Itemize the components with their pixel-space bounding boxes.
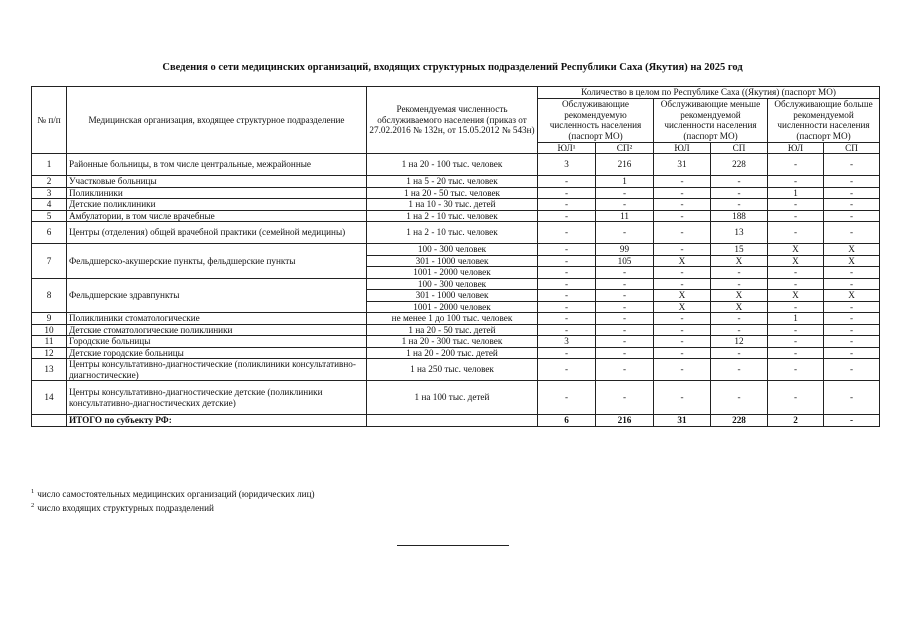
row-number: 1 xyxy=(32,154,67,176)
org-name: Центры (отделения) общей врачебной практики (семейной медицины) xyxy=(67,222,367,244)
count-cell: - xyxy=(654,222,711,244)
header-total: Количество в целом по Республике Саха ((Якутия) (паспорт МО) xyxy=(538,87,880,99)
count-cell: - xyxy=(824,324,880,336)
recommended-population: 1 на 20 - 50 тыс. человек xyxy=(367,187,538,199)
count-cell: - xyxy=(538,313,596,325)
count-cell: - xyxy=(538,255,596,267)
org-name: Детские городские больницы xyxy=(67,347,367,359)
document-title: Сведения о сети медицинских организаций, входящих структурных подразделений Республики Саха (Якутия) на 2025 год xyxy=(162,62,743,73)
count-cell: X xyxy=(654,301,711,313)
org-name: Поликлиники xyxy=(67,187,367,199)
org-name: Городские больницы xyxy=(67,336,367,348)
row-number: 4 xyxy=(32,199,67,211)
count-cell: X xyxy=(711,255,768,267)
header-group-less: Обслуживающие меньше рекомендуемой численности населения (паспорт МО) xyxy=(654,98,768,142)
count-cell: 12 xyxy=(711,336,768,348)
count-cell: - xyxy=(538,324,596,336)
count-cell: - xyxy=(538,359,596,381)
row-number: 7 xyxy=(32,244,67,279)
count-cell: X xyxy=(711,301,768,313)
count-cell: - xyxy=(596,290,654,302)
table-row xyxy=(32,199,880,211)
count-cell: 105 xyxy=(596,255,654,267)
count-cell: - xyxy=(596,222,654,244)
count-cell: - xyxy=(654,267,711,279)
recommended-population: 1 на 2 - 10 тыс. человек xyxy=(367,210,538,222)
count-cell: - xyxy=(538,187,596,199)
header-sub-sp: СП² xyxy=(596,142,654,154)
count-cell: - xyxy=(768,347,824,359)
count-cell: - xyxy=(768,210,824,222)
count-cell: - xyxy=(711,324,768,336)
total-value: - xyxy=(824,415,880,427)
count-cell: - xyxy=(538,222,596,244)
count-cell: X xyxy=(768,255,824,267)
count-cell: - xyxy=(538,301,596,313)
row-number: 11 xyxy=(32,336,67,348)
recommended-population: 1001 - 2000 человек xyxy=(367,267,538,279)
total-row xyxy=(32,415,880,427)
count-cell: - xyxy=(824,154,880,176)
count-cell: - xyxy=(654,199,711,211)
count-cell: - xyxy=(824,199,880,211)
count-cell: - xyxy=(824,176,880,188)
header-num: № п/п xyxy=(32,87,67,154)
count-cell: - xyxy=(654,381,711,415)
header-org: Медицинская организация, входящее структурное подразделение xyxy=(67,87,367,154)
row-number: 5 xyxy=(32,210,67,222)
recommended-population: 1 на 20 - 300 тыс. человек xyxy=(367,336,538,348)
count-cell: 99 xyxy=(596,244,654,256)
org-name: Центры консультативно-диагностические детские (поликлиники консультативно-диагностических детские) xyxy=(67,381,367,415)
count-cell: - xyxy=(768,199,824,211)
table-row xyxy=(32,222,880,244)
count-cell: 3 xyxy=(538,336,596,348)
count-cell: - xyxy=(824,187,880,199)
count-cell: - xyxy=(538,381,596,415)
count-cell: - xyxy=(824,222,880,244)
count-cell: - xyxy=(824,267,880,279)
count-cell: - xyxy=(768,359,824,381)
count-cell: 15 xyxy=(711,244,768,256)
count-cell: - xyxy=(538,278,596,290)
count-cell: 3 xyxy=(538,154,596,176)
count-cell: - xyxy=(654,176,711,188)
count-cell: - xyxy=(824,347,880,359)
count-cell: - xyxy=(824,301,880,313)
count-cell: - xyxy=(538,267,596,279)
count-cell: - xyxy=(711,313,768,325)
count-cell: 216 xyxy=(596,154,654,176)
recommended-population: 100 - 300 человек xyxy=(367,244,538,256)
row-number: 2 xyxy=(32,176,67,188)
count-cell: X xyxy=(654,290,711,302)
count-cell: 1 xyxy=(596,176,654,188)
recommended-population: не менее 1 до 100 тыс. человек xyxy=(367,313,538,325)
count-cell: - xyxy=(596,278,654,290)
empty-cell xyxy=(32,415,67,427)
total-value: 228 xyxy=(711,415,768,427)
row-number: 10 xyxy=(32,324,67,336)
recommended-population: 1 на 100 тыс. детей xyxy=(367,381,538,415)
count-cell: - xyxy=(654,336,711,348)
table-row xyxy=(32,244,880,256)
count-cell: X xyxy=(654,255,711,267)
count-cell: 1 xyxy=(768,313,824,325)
count-cell: - xyxy=(824,210,880,222)
count-cell: - xyxy=(596,267,654,279)
table-row xyxy=(32,154,880,176)
recommended-population: 301 - 1000 человек xyxy=(367,255,538,267)
table-row xyxy=(32,187,880,199)
org-name: Детские стоматологические поликлиники xyxy=(67,324,367,336)
table-row xyxy=(32,313,880,325)
recommended-population: 1001 - 2000 человек xyxy=(367,301,538,313)
count-cell: - xyxy=(768,336,824,348)
count-cell: - xyxy=(768,278,824,290)
total-value: 31 xyxy=(654,415,711,427)
count-cell: - xyxy=(654,347,711,359)
count-cell: - xyxy=(654,278,711,290)
count-cell: - xyxy=(768,222,824,244)
total-value: 6 xyxy=(538,415,596,427)
org-name: Амбулатории, в том числе врачебные xyxy=(67,210,367,222)
count-cell: - xyxy=(711,267,768,279)
table-row xyxy=(32,336,880,348)
header-sub-sp: СП xyxy=(824,142,880,154)
count-cell: - xyxy=(596,324,654,336)
count-cell: - xyxy=(596,336,654,348)
total-value: 216 xyxy=(596,415,654,427)
count-cell: - xyxy=(654,324,711,336)
row-number: 8 xyxy=(32,278,67,313)
count-cell: X xyxy=(768,290,824,302)
count-cell: - xyxy=(824,359,880,381)
count-cell: - xyxy=(596,301,654,313)
recommended-population: 1 на 20 - 50 тыс. детей xyxy=(367,324,538,336)
total-label: ИТОГО по субъекту РФ: xyxy=(67,415,367,427)
count-cell: - xyxy=(768,267,824,279)
table-row xyxy=(32,347,880,359)
table-row xyxy=(32,210,880,222)
count-cell: - xyxy=(768,154,824,176)
count-cell: 1 xyxy=(768,187,824,199)
count-cell: - xyxy=(596,381,654,415)
header-sub-ul: ЮЛ¹ xyxy=(538,142,596,154)
count-cell: X xyxy=(824,255,880,267)
header-group-more: Обслуживающие больше рекомендуемой численности населения (паспорт МО) xyxy=(768,98,880,142)
row-number: 13 xyxy=(32,359,67,381)
footnote: $^2$ число входящих структурных подразделений xyxy=(31,502,214,514)
count-cell: 188 xyxy=(711,210,768,222)
count-cell: - xyxy=(596,313,654,325)
row-number: 6 xyxy=(32,222,67,244)
count-cell: - xyxy=(768,324,824,336)
count-cell: - xyxy=(768,381,824,415)
count-cell: X xyxy=(768,244,824,256)
count-cell: - xyxy=(711,347,768,359)
count-cell: - xyxy=(596,199,654,211)
header-sub-sp: СП xyxy=(711,142,768,154)
count-cell: - xyxy=(654,187,711,199)
count-cell: - xyxy=(538,199,596,211)
recommended-population: 1 на 5 - 20 тыс. человек xyxy=(367,176,538,188)
org-name: Фельдшерско-акушерские пункты, фельдшерские пункты xyxy=(67,244,367,279)
count-cell: - xyxy=(824,278,880,290)
count-cell: - xyxy=(654,313,711,325)
header-sub-ul: ЮЛ xyxy=(768,142,824,154)
network-table xyxy=(31,86,880,427)
count-cell: 31 xyxy=(654,154,711,176)
row-number: 3 xyxy=(32,187,67,199)
org-name: Участковые больницы xyxy=(67,176,367,188)
total-value: 2 xyxy=(768,415,824,427)
table-row xyxy=(32,176,880,188)
count-cell: - xyxy=(768,301,824,313)
count-cell: - xyxy=(654,210,711,222)
recommended-population: 1 на 2 - 10 тыс. человек xyxy=(367,222,538,244)
count-cell: - xyxy=(711,176,768,188)
footnotes xyxy=(31,486,315,514)
org-name: Фельдшерские здравпункты xyxy=(67,278,367,313)
count-cell: - xyxy=(711,199,768,211)
count-cell: - xyxy=(711,278,768,290)
row-number: 9 xyxy=(32,313,67,325)
count-cell: 13 xyxy=(711,222,768,244)
count-cell: - xyxy=(596,359,654,381)
count-cell: - xyxy=(538,176,596,188)
recommended-population: 1 на 250 тыс. человек xyxy=(367,359,538,381)
count-cell: - xyxy=(711,381,768,415)
recommended-population: 1 на 20 - 200 тыс. детей xyxy=(367,347,538,359)
count-cell: - xyxy=(824,381,880,415)
count-cell: 11 xyxy=(596,210,654,222)
org-name: Детские поликлиники xyxy=(67,199,367,211)
org-name: Центры консультативно-диагностические (поликлиники консультативно-диагностические) xyxy=(67,359,367,381)
count-cell: - xyxy=(824,313,880,325)
count-cell: X xyxy=(824,290,880,302)
count-cell: 228 xyxy=(711,154,768,176)
count-cell: - xyxy=(768,176,824,188)
header-recommended: Рекомендуемая численность обслуживаемого населения (приказ от 27.02.2016 № 132н, от 15.05.2012 № 543н) xyxy=(367,87,538,154)
recommended-population: 100 - 300 человек xyxy=(367,278,538,290)
recommended-population: 1 на 10 - 30 тыс. детей xyxy=(367,199,538,211)
table-row xyxy=(32,324,880,336)
table-row xyxy=(32,359,880,381)
recommended-population: 301 - 1000 человек xyxy=(367,290,538,302)
row-number: 14 xyxy=(32,381,67,415)
count-cell: - xyxy=(654,244,711,256)
count-cell: X xyxy=(711,290,768,302)
count-cell: - xyxy=(538,290,596,302)
count-cell: - xyxy=(654,359,711,381)
table-row xyxy=(32,278,880,290)
count-cell: - xyxy=(596,347,654,359)
count-cell: - xyxy=(538,244,596,256)
org-name: Районные больницы, в том числе центральные, межрайонные xyxy=(67,154,367,176)
header-group-rec: Обслуживающие рекомендуемую численность населения (паспорт МО) xyxy=(538,98,654,142)
empty-cell xyxy=(367,415,538,427)
count-cell: - xyxy=(824,336,880,348)
header-sub-ul: ЮЛ xyxy=(654,142,711,154)
footnote: $^1$ число самостоятельных медицинских организаций (юридических лиц) xyxy=(31,488,315,500)
org-name: Поликлиники стоматологические xyxy=(67,313,367,325)
count-cell: - xyxy=(538,210,596,222)
table-row xyxy=(32,381,880,415)
row-number: 12 xyxy=(32,347,67,359)
count-cell: - xyxy=(596,187,654,199)
count-cell: X xyxy=(824,244,880,256)
recommended-population: 1 на 20 - 100 тыс. человек xyxy=(367,154,538,176)
signature-rule xyxy=(397,545,509,546)
count-cell: - xyxy=(711,359,768,381)
count-cell: - xyxy=(538,347,596,359)
count-cell: - xyxy=(711,187,768,199)
